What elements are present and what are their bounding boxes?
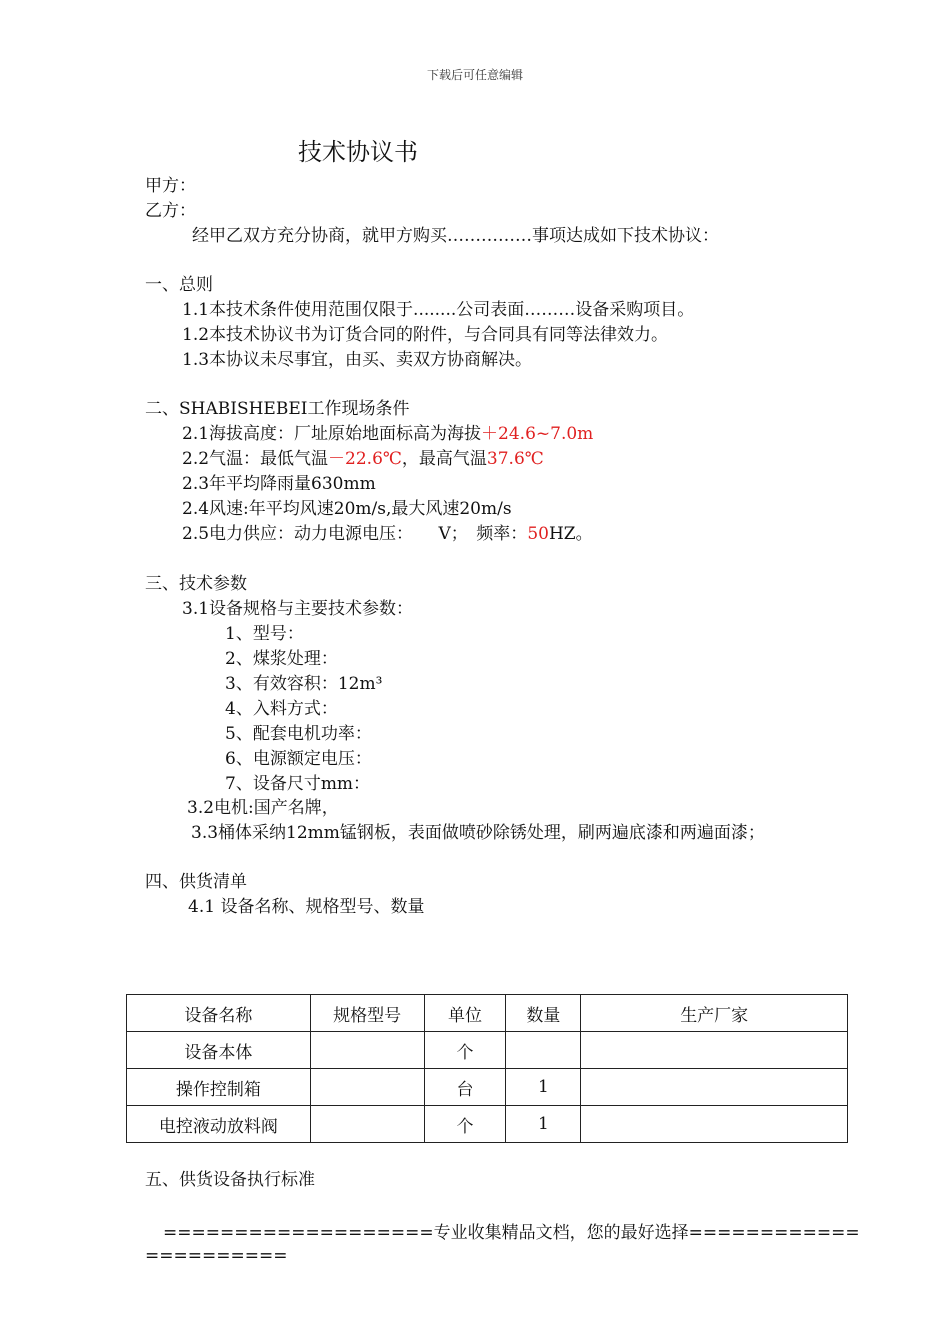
page-header-note: 下载后可任意编辑 [426, 68, 523, 82]
param-item: 4、入料方式： [225, 699, 338, 719]
intro-paragraph: 经甲乙双方充分协商，就甲方购买……………事项达成如下技术协议： [192, 226, 719, 246]
section4-heading: 四、供货清单 [145, 872, 247, 892]
supply-list-table [126, 994, 848, 1143]
table-cell: 操作控制箱 [127, 1069, 311, 1106]
power-frequency-value: 50 [527, 524, 549, 544]
param-item: 3、有效容积：12m³ [225, 674, 383, 694]
section4-sub1: 4.1 设备名称、规格型号、数量 [188, 897, 425, 917]
footer-line-1: ===================专业收集精品文档，您的最好选择============ [163, 1223, 860, 1243]
table-cell [310, 1069, 424, 1106]
rainfall-line: 2.3年平均降雨量630mm [182, 474, 376, 494]
altitude-line [182, 422, 593, 447]
table-cell: 个 [424, 1032, 506, 1069]
table-cell [310, 1106, 424, 1143]
table-header-cell: 数量 [506, 995, 581, 1032]
table-cell [581, 1069, 848, 1106]
table-row [127, 1069, 848, 1106]
table-row [127, 1106, 848, 1143]
section3-sub2: 3.2电机:国产名牌， [187, 798, 339, 818]
power-label: 2.5电力供应：动力电源电压： V； 频率： [182, 524, 528, 544]
temp-separator: ，最高气温 [401, 449, 487, 469]
table-cell: 设备本体 [127, 1032, 311, 1069]
temperature-line [182, 447, 544, 472]
table-cell [506, 1032, 581, 1069]
section1-item: 1.1本技术条件使用范围仅限于........公司表面………设备采购项目。 [182, 300, 695, 320]
temp-label: 2.2气温：最低气温 [182, 449, 329, 469]
section2-heading: 二、SHABISHEBEI工作现场条件 [145, 399, 410, 419]
table-header-cell: 设备名称 [127, 995, 311, 1032]
section3-sub3: 3.3桶体采纳12mm锰钢板，表面做喷砂除锈处理，刷两遍底漆和两遍面漆； [191, 823, 765, 843]
temp-min-value: －22.6℃ [328, 449, 402, 469]
section1-item: 1.3本协议未尽事宜，由买、卖双方协商解决。 [182, 350, 533, 370]
table-cell [310, 1032, 424, 1069]
param-item: 1、型号： [225, 624, 304, 644]
table-cell: 电控液动放料阀 [127, 1106, 311, 1143]
table-cell: 1 [506, 1106, 581, 1143]
table-cell [581, 1106, 848, 1143]
section1-item: 1.2本技术协议书为订货合同的附件，与合同具有同等法律效力。 [182, 325, 669, 345]
wind-line: 2.4风速:年平均风速20m/s,最大风速20m/s [182, 499, 512, 519]
table-header-cell: 生产厂家 [581, 995, 848, 1032]
power-frequency-unit: HZ。 [548, 524, 593, 544]
party-a-label: 甲方： [145, 176, 196, 196]
param-item: 6、电源额定电压： [225, 749, 372, 769]
section3-sub1: 3.1设备规格与主要技术参数： [182, 599, 414, 619]
section3-heading: 三、技术参数 [145, 574, 247, 594]
table-cell [581, 1032, 848, 1069]
party-b-label: 乙方： [145, 201, 196, 221]
document-title: 技术协议书 [298, 138, 418, 166]
table-cell: 个 [424, 1106, 506, 1143]
altitude-value: ＋24.6~7.0m [481, 424, 594, 444]
table-cell: 1 [506, 1069, 581, 1106]
param-item: 7、设备尺寸mm： [225, 774, 371, 794]
table-header-row [127, 995, 848, 1032]
table-header-cell: 规格型号 [310, 995, 424, 1032]
altitude-label: 2.1海拔高度：厂址原始地面标高为海拔 [182, 424, 482, 444]
param-item: 5、配套电机功率： [225, 724, 372, 744]
footer-line-2: ========== [145, 1246, 288, 1266]
section1-heading: 一、总则 [145, 275, 213, 295]
table-row [127, 1032, 848, 1069]
table-cell: 台 [424, 1069, 506, 1106]
param-item: 2、煤浆处理： [225, 649, 338, 669]
section5-heading: 五、供货设备执行标准 [145, 1170, 315, 1190]
table-header-cell: 单位 [424, 995, 506, 1032]
temp-max-value: 37.6℃ [486, 449, 544, 469]
power-line [182, 522, 593, 547]
